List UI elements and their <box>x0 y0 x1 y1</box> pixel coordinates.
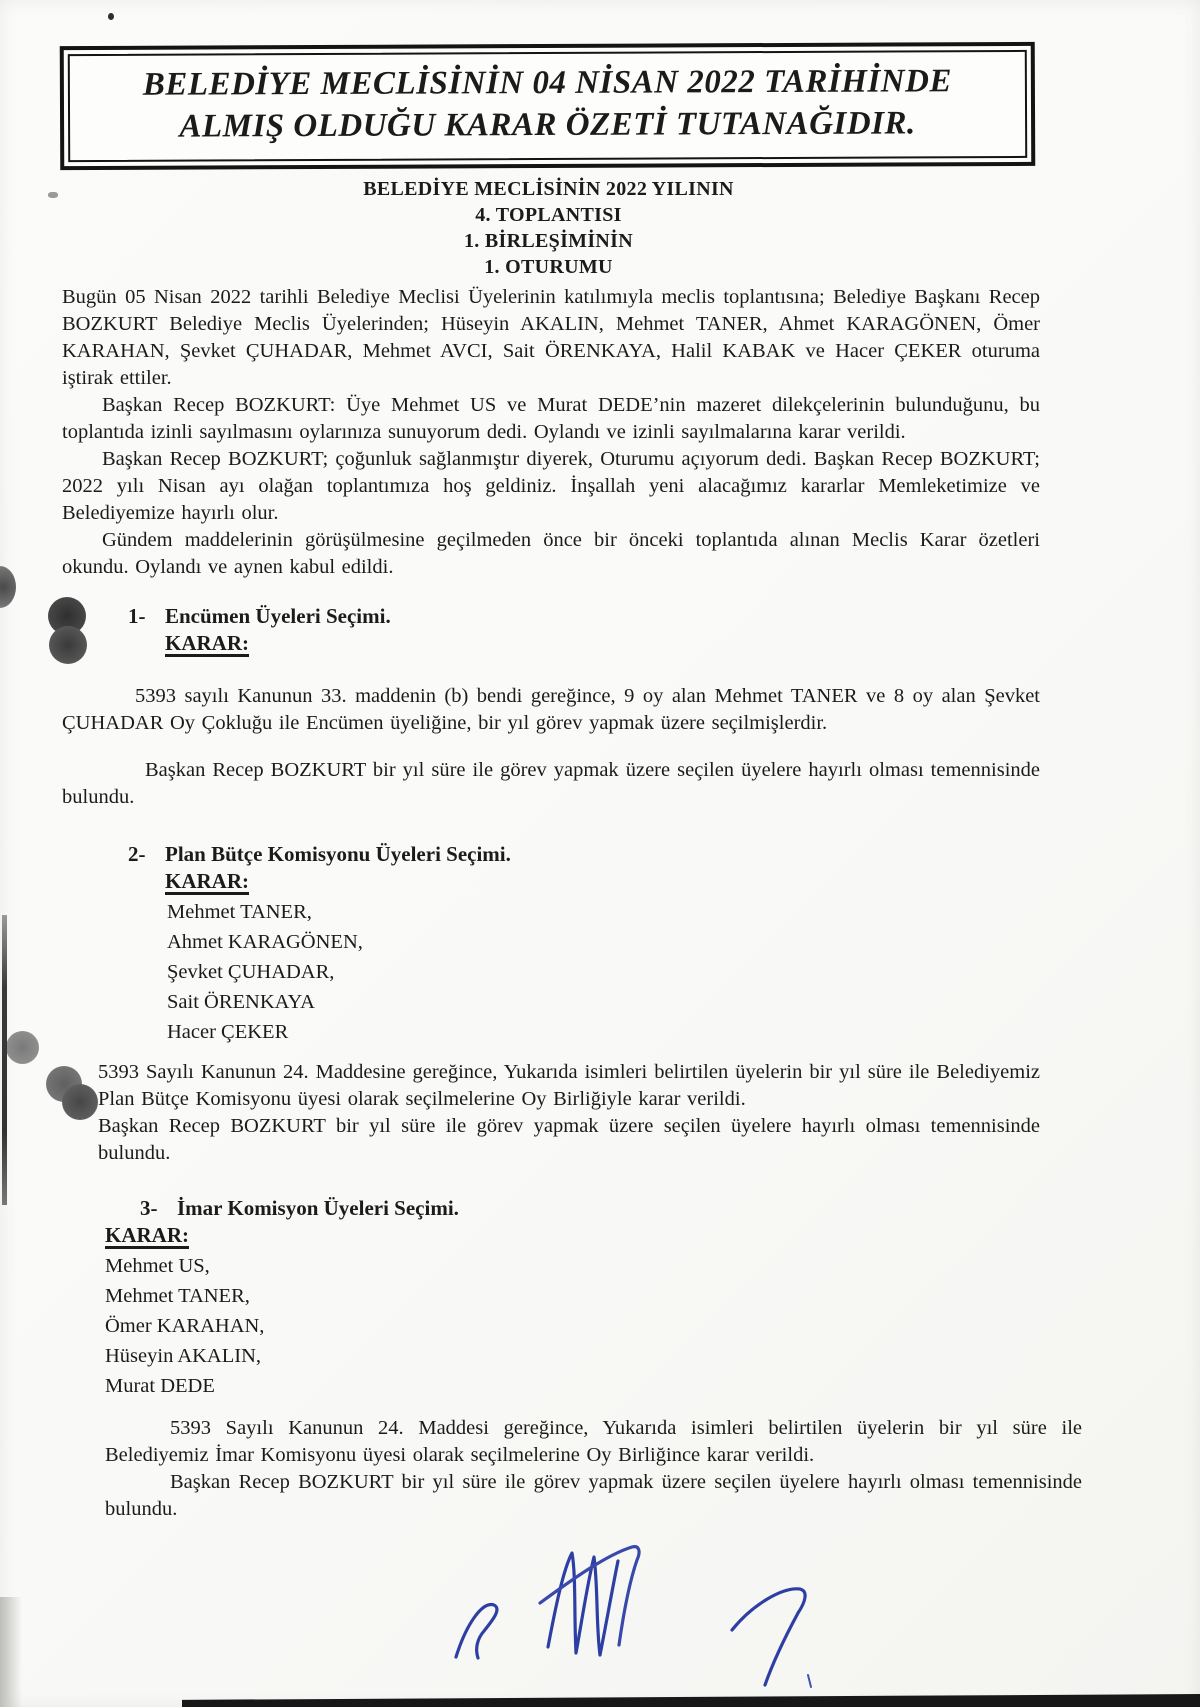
subtitle-meeting-number: 4. TOPLANTISI <box>475 204 622 226</box>
scan-speck <box>48 192 58 198</box>
member-name: Ömer KARAHAN, <box>105 1315 265 1337</box>
section-2-paragraphs <box>98 1059 1040 1167</box>
intro-paragraphs-block <box>62 284 1040 581</box>
intro-paragraph-previous-minutes: Gündem maddelerinin görüşülmesine geçilmeden önce bir önceki toplantıda alınan Meclis Karar özetleri okundu. Oylandı ve aynen kabul edildi. <box>62 529 1040 578</box>
subtitle-sitting-number: 1. OTURUMU <box>484 256 613 278</box>
document-title-inner-border <box>68 50 1027 162</box>
section-1-karar-label: KARAR: <box>165 631 249 655</box>
section-2-member-names <box>62 897 1040 1047</box>
subtitle-year-line: BELEDİYE MECLİSİNİN 2022 YILININ <box>363 178 734 200</box>
section-3-decision-paragraph: 5393 Sayılı Kanunun 24. Maddesi gereğince, Yukarıda isimleri belirtilen üyelerin bir yıl süre ile Belediyemiz İmar Komisyonu üyesi olarak seçilmelerine Oy Birliğince karar verildi. <box>105 1417 1082 1466</box>
section-3-title: İmar Komisyon Üyeleri Seçimi. <box>177 1196 459 1220</box>
meeting-subtitles <box>62 176 1035 280</box>
handwritten-signatures-ink <box>380 1525 900 1700</box>
section-2-title: Plan Bütçe Komisyonu Üyeleri Seçimi. <box>165 842 511 866</box>
section-3-heading <box>105 1195 1082 1222</box>
signature-right <box>732 1589 805 1685</box>
section-2-number: 2- <box>128 842 146 866</box>
section-1-heading <box>62 603 1040 630</box>
member-name: Mehmet US, <box>105 1255 210 1277</box>
signature-right-tick <box>808 1675 811 1687</box>
section-2-plan-butce <box>62 841 1040 1167</box>
document-title-line-1: BELEDİYE MECLİSİNİN 04 NİSAN 2022 TARİHİNDE <box>142 63 953 103</box>
section-3-paragraphs <box>105 1415 1082 1523</box>
intro-paragraph-attendance: Bugün 05 Nisan 2022 tarihli Belediye Meclisi Üyelerinin katılımıyla meclis toplantısına; Belediye Başkanı Recep BOZKURT Belediye Meclis Üyelerinden; Hüseyin AKALIN, Mehmet TANER, Ahmet KARAGÖNEN, Ömer KARAHAN, Şevket ÇUHADAR, Mehmet AVCI, Sait ÖRENKAYA, Halil KABAK ve Hacer ÇEKER oturuma iştirak ettiler. <box>62 286 1040 389</box>
section-1-wishes-paragraph: Başkan Recep BOZKURT bir yıl süre ile görev yapmak üzere seçilen üyelere hayırlı olması temennisinde bulundu. <box>62 759 1040 808</box>
member-name: Sait ÖRENKAYA <box>167 991 315 1013</box>
section-1-title: Encümen Üyeleri Seçimi. <box>165 604 391 628</box>
scan-edge-line <box>2 915 7 1205</box>
section-3-number: 3- <box>140 1196 158 1220</box>
subtitle-session-number: 1. BİRLEŞİMİNİN <box>464 230 633 252</box>
section-3-wishes-paragraph: Başkan Recep BOZKURT bir yıl süre ile görev yapmak üzere seçilen üyelere hayırlı olması temennisinde bulundu. <box>105 1471 1082 1520</box>
signature-center <box>548 1553 618 1655</box>
hole-punch-mark <box>0 566 16 608</box>
member-name: Şevket ÇUHADAR, <box>167 961 335 983</box>
member-name: Ahmet KARAGÖNEN, <box>167 931 363 953</box>
section-2-wishes-paragraph: Başkan Recep BOZKURT bir yıl süre ile görev yapmak üzere seçilen üyelere hayırlı olması temennisinde bulundu. <box>98 1115 1040 1164</box>
member-name: Mehmet TANER, <box>167 901 312 923</box>
scan-bottom-left-edge <box>0 1597 22 1707</box>
section-3-karar-label: KARAR: <box>105 1223 189 1247</box>
member-name: Murat DEDE <box>105 1375 215 1397</box>
section-1-decision-paragraph: 5393 sayılı Kanunun 33. maddenin (b) bendi gereğince, 9 oy alan Mehmet TANER ve 8 oy alan Şevket ÇUHADAR Oy Çokluğu ile Encümen üyeliğine, bir yıl görev yapmak üzere seçilmişlerdir. <box>62 685 1040 734</box>
section-2-karar-label: KARAR: <box>165 869 249 893</box>
intro-paragraph-opening: Başkan Recep BOZKURT; çoğunluk sağlanmıştır diyerek, Oturumu açıyorum dedi. Başkan Recep BOZKURT; 2022 yılı Nisan ayı olağan toplantımıza hoş geldiniz. İnşallah yeni alacağımız kararlar Memleketimize ve Belediyemize hayırlı olur. <box>62 448 1040 524</box>
section-2-decision-paragraph: 5393 Sayılı Kanunun 24. Maddesine gereğince, Yukarıda isimleri belirtilen üyelerin bir yıl süre ile Belediyemiz Plan Bütçe Komisyonu üyesi olarak seçilmelerine Oy Birliğiyle karar verildi. <box>98 1061 1040 1110</box>
hole-punch-mark <box>49 626 87 664</box>
hole-punch-mark <box>62 1084 98 1120</box>
intro-paragraph-excused-members: Başkan Recep BOZKURT: Üye Mehmet US ve Murat DEDE’nin mazeret dilekçelerinin bulunduğunu, bu toplantıda izinli sayılmasını oylarınıza sunuyorum dedi. Oylandı ve izinli sayılmalarına karar verildi. <box>62 394 1040 443</box>
document-title-line-2: ALMIŞ OLDUĞU KARAR ÖZETİ TUTANAĞIDIR. <box>179 105 916 145</box>
member-name: Mehmet TANER, <box>105 1285 250 1307</box>
section-3-imar <box>105 1195 1082 1523</box>
member-name: Hacer ÇEKER <box>167 1021 289 1043</box>
hole-punch-mark <box>6 1031 39 1064</box>
member-name: Hüseyin AKALIN, <box>105 1345 262 1367</box>
signature-left <box>456 1605 497 1658</box>
document-title-box <box>60 42 1036 170</box>
section-3-member-names <box>105 1251 1082 1401</box>
section-1-encumen <box>62 603 1040 811</box>
signature-center-cross <box>540 1547 639 1645</box>
scan-speck <box>108 13 114 20</box>
section-2-heading <box>62 841 1040 868</box>
section-1-number: 1- <box>128 604 146 628</box>
